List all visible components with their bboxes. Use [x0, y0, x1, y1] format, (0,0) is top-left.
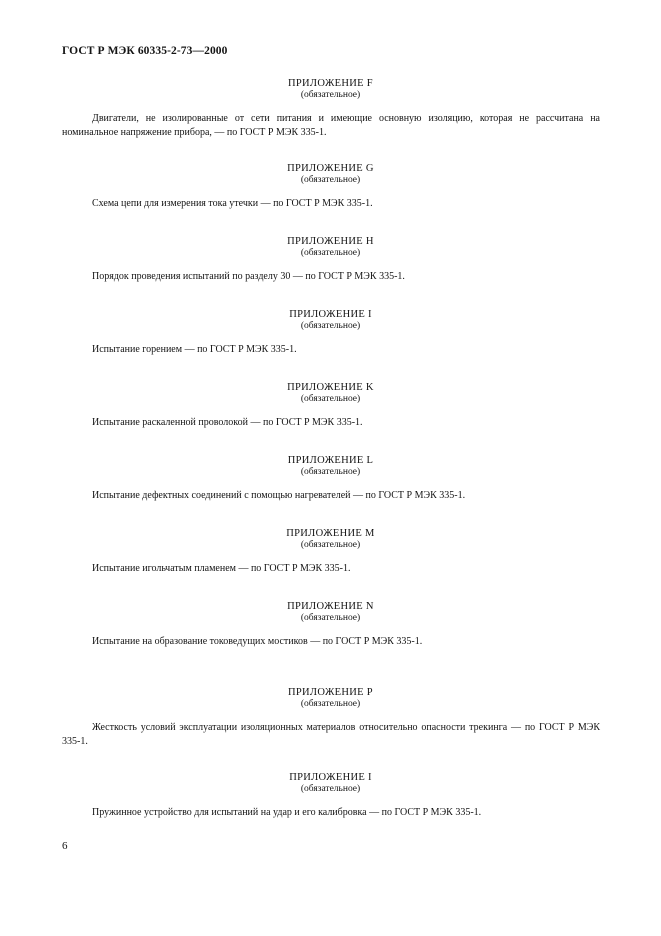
- annex-i-title: ПРИЛОЖЕНИЕ I: [289, 309, 372, 320]
- annex-l-text: Испытание дефектных соединений с помощью нагревателей — по ГОСТ Р МЭК 335-1.: [92, 490, 466, 501]
- document-code-header: ГОСТ Р МЭК 60335-2-73—2000: [62, 45, 228, 57]
- annex-l-status: (обязательное): [300, 467, 361, 477]
- annex-m-text: Испытание игольчатым пламенем — по ГОСТ Р МЭК 335-1.: [92, 563, 351, 574]
- annex-l-title: ПРИЛОЖЕНИЕ L: [287, 455, 374, 466]
- annex-i-status: (обязательное): [300, 321, 361, 331]
- annex-m-status: (обязательное): [300, 540, 361, 550]
- annex-p-text: Жесткость условий эксплуатации изоляционных материалов относительно опасности трекинга — по ГОСТ Р МЭК 335-1.: [62, 722, 600, 747]
- annex-p-title: ПРИЛОЖЕНИЕ P: [288, 687, 373, 698]
- annex-h-text: Порядок проведения испытаний по разделу 30 — по ГОСТ Р МЭК 335-1.: [92, 271, 405, 282]
- annex-k-title: ПРИЛОЖЕНИЕ K: [287, 382, 374, 393]
- annex-i-text: Испытание горением — по ГОСТ Р МЭК 335-1.: [92, 344, 297, 355]
- annex-k-status: (обязательное): [300, 394, 361, 404]
- annex-n-title: ПРИЛОЖЕНИЕ N: [287, 601, 374, 612]
- annex-i-second-status: (обязательное): [300, 784, 361, 794]
- annex-f-text: Двигатели, не изолированные от сети питания и имеющие основную изоляцию, которая не рассчитана на номинальное напряжение прибора, — по ГОСТ Р МЭК 335-1.: [62, 113, 600, 138]
- annex-g-status: (обязательное): [300, 175, 361, 185]
- annex-f-title: ПРИЛОЖЕНИЕ F: [288, 78, 373, 89]
- annex-p-status: (обязательное): [300, 699, 361, 709]
- annex-m-title: ПРИЛОЖЕНИЕ M: [286, 528, 375, 539]
- annex-i-second-title: ПРИЛОЖЕНИЕ I: [289, 772, 372, 783]
- page-number: 6: [62, 840, 68, 852]
- annex-h-title: ПРИЛОЖЕНИЕ H: [287, 236, 374, 247]
- annex-n-status: (обязательное): [300, 613, 361, 623]
- annex-g-text: Схема цепи для измерения тока утечки — по ГОСТ Р МЭК 335-1.: [92, 198, 373, 209]
- annex-k-text: Испытание раскаленной проволокой — по ГОСТ Р МЭК 335-1.: [92, 417, 363, 428]
- annex-n-text: Испытание на образование токоведущих мостиков — по ГОСТ Р МЭК 335-1.: [92, 636, 423, 647]
- annex-f-status: (обязательное): [300, 90, 361, 100]
- annex-i-second-text: Пружинное устройство для испытаний на удар и его калибровка — по ГОСТ Р МЭК 335-1.: [92, 807, 482, 818]
- annex-g-title: ПРИЛОЖЕНИЕ G: [287, 163, 374, 174]
- annex-h-status: (обязательное): [300, 248, 361, 258]
